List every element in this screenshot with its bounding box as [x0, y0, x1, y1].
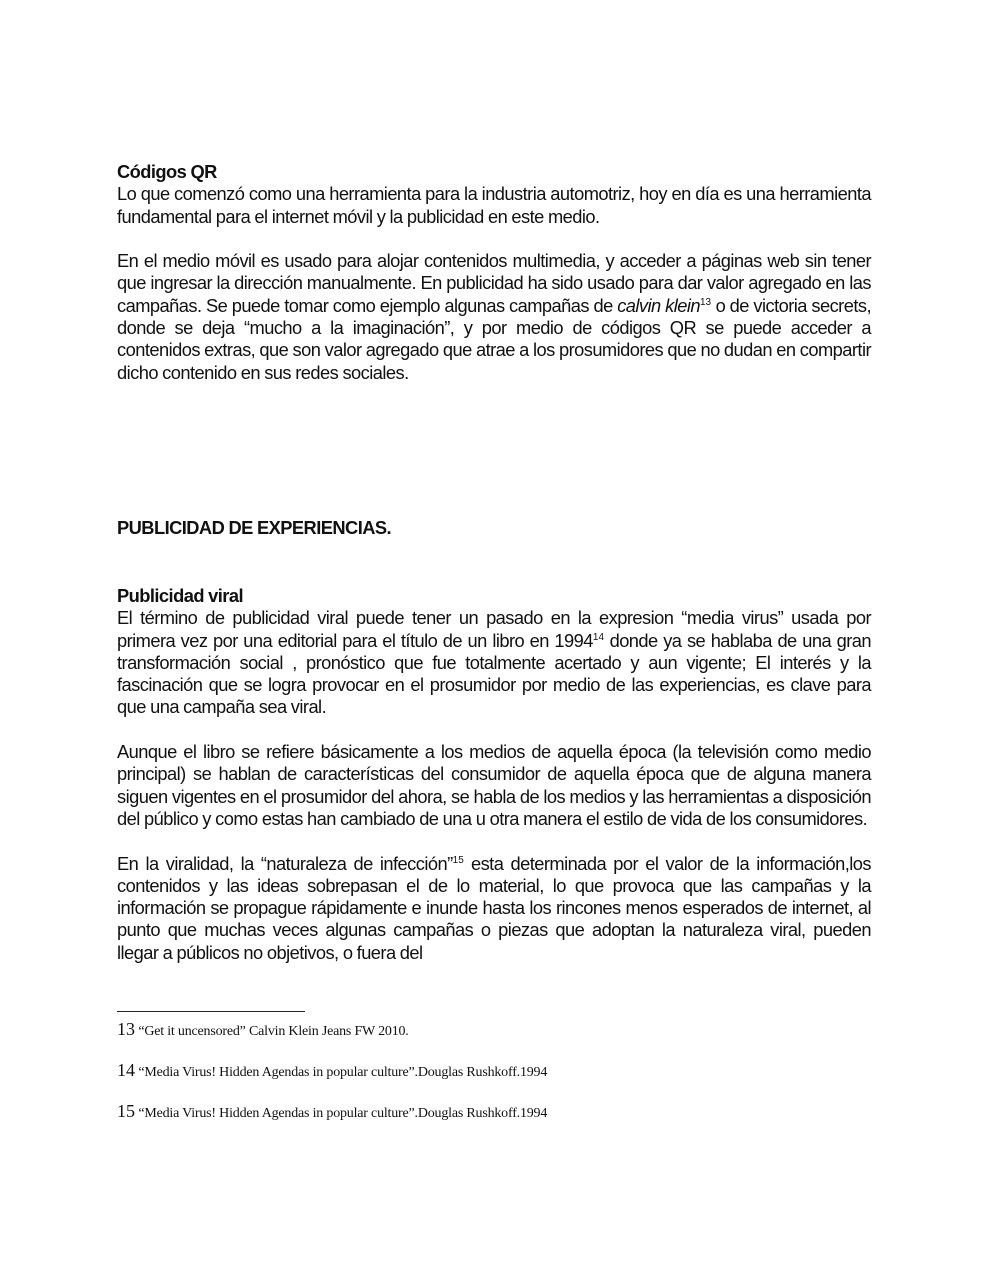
- footnote-ref-15[interactable]: 15: [452, 854, 464, 866]
- footnote-text: “Media Virus! Hidden Agendas in popular culture”.Douglas Rushkoff.1994: [138, 1065, 548, 1080]
- footnote-ref-14[interactable]: 14: [592, 631, 605, 643]
- paragraph: [117, 607, 871, 718]
- text-run: En la viralidad, la “naturaleza de infección”: [117, 852, 453, 874]
- paragraph: [117, 250, 871, 384]
- footnote-13: [117, 1019, 877, 1040]
- footnote-ref-13[interactable]: 13: [699, 296, 712, 308]
- footnote-text: “Get it uncensored” Calvin Klein Jeans FW 2010.: [138, 1024, 409, 1039]
- paragraph: Aunque el libro se refiere básicamente a los medios de aquella época (la televisión como medio principal) se hablan de características del consumidor de aquella época que de alguna manera siguen vigentes en el prosumidor del ahora, se habla de los medios y las herramientas a disposición del público y como estas han cambiado de una u otra manera el estilo de vida de los consumidores.: [117, 741, 871, 829]
- italic-brand-name: calvin klein: [617, 294, 700, 316]
- section-experiencias: [117, 517, 871, 539]
- footnote-number: 15: [117, 1101, 135, 1121]
- section-heading-experiencias: PUBLICIDAD DE EXPERIENCIAS.: [117, 517, 392, 538]
- section-qr: [117, 161, 871, 384]
- text-run: donde ya se hablaba de una gran transformación social , pronóstico que fue totalmente acertado y aun vigente; El interés y la fascinación que se logra provocar en el prosumidor por medio de las experiencias, es clave para que una campaña sea viral.: [117, 629, 871, 718]
- footnote-number: 13: [117, 1019, 135, 1039]
- paragraph: Lo que comenzó como una herramienta para la industria automotriz, hoy en día es una herramienta fundamental para el internet móvil y la publicidad en este medio.: [117, 183, 871, 227]
- footnote-text: “Media Virus! Hidden Agendas in popular culture”.Douglas Rushkoff.1994: [138, 1106, 548, 1121]
- text-run: esta determinada por el valor de la información,los contenidos y las ideas sobrepasan el de lo material, lo que provoca que las campañas y la información se propague rápidamente e inunde hasta los rincones menos esperados de internet, al punto que muchas veces algunas campañas o piezas que adoptan la naturaleza viral, pueden llegar a públicos no objetivos, o fuera del: [117, 852, 871, 963]
- text-run: o de victoria secrets, donde se deja “mucho a la imaginación”, y por medio de códigos QR se puede acceder a contenidos extras, que son valor agregado que atrae a los prosumidores que no dudan en compartir dicho contenido en sus redes sociales.: [117, 294, 871, 383]
- section-heading-qr: Códigos QR: [117, 161, 217, 182]
- text-run: En el medio móvil es usado para alojar contenidos multimedia, y acceder a páginas web sin tener que ingresar la dirección manualmente. En publicidad ha sido usado para dar valor agregado en las campañas. Se puede tomar como ejemplo algunas campañas de: [117, 250, 871, 316]
- footnote-number: 14: [117, 1060, 135, 1080]
- section-viral: [117, 585, 871, 964]
- paragraph: [117, 853, 871, 964]
- footnote-separator: [117, 1011, 305, 1012]
- footnote-15: [117, 1101, 877, 1122]
- section-heading-viral: Publicidad viral: [117, 585, 244, 606]
- footnote-14: [117, 1060, 877, 1081]
- text-run: El término de publicidad viral puede tener un pasado en la expresion “media virus” usada por primera vez por una editorial para el título de un libro en 1994: [117, 607, 871, 651]
